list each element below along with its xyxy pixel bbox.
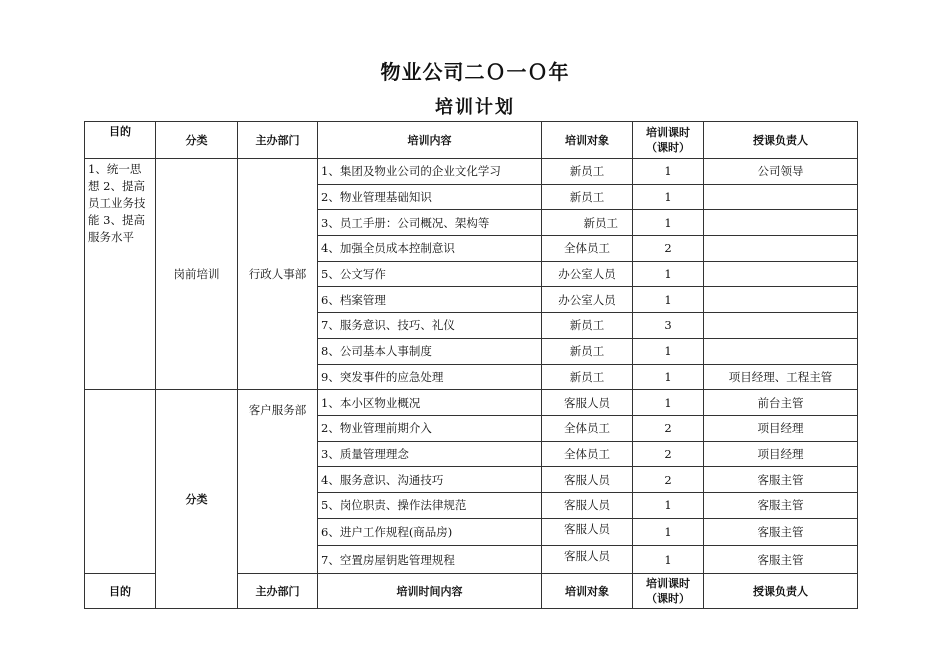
content-cell: 1、本小区物业概况 — [318, 390, 542, 416]
owner-cell — [704, 338, 858, 364]
hours-cell: 1 — [633, 261, 704, 287]
hours-cell: 1 — [633, 364, 704, 390]
footer-dept: 主办部门 — [238, 574, 318, 609]
target-cell: 全体员工 — [542, 441, 633, 467]
content-cell: 2、物业管理基础知识 — [318, 184, 542, 210]
owner-cell — [704, 261, 858, 287]
target-cell: 新员工 — [542, 338, 633, 364]
owner-cell: 客服主管 — [704, 467, 858, 493]
hours-cell: 1 — [633, 390, 704, 416]
hours-cell: 2 — [633, 415, 704, 441]
hours-cell: 2 — [633, 441, 704, 467]
content-cell: 3、员工手册：公司概况、架构等 — [318, 210, 542, 236]
owner-cell: 项目经理 — [704, 415, 858, 441]
content-cell: 1、集团及物业公司的企业文化学习 — [318, 159, 542, 185]
target-cell: 客服人员 — [542, 390, 633, 416]
target-cell: 新员工 — [542, 313, 633, 339]
header-hours: 培训课时 （课时） — [633, 122, 704, 159]
target-cell: 新员工 — [542, 364, 633, 390]
header-dept: 主办部门 — [238, 122, 318, 159]
content-cell: 2、物业管理前期介入 — [318, 415, 542, 441]
owner-cell: 项目经理 — [704, 441, 858, 467]
training-plan-table — [84, 121, 858, 609]
footer-owner: 授课负责人 — [704, 574, 858, 609]
owner-cell: 客服主管 — [704, 518, 858, 546]
target-cell: 办公室人员 — [542, 261, 633, 287]
header-row — [85, 122, 858, 159]
target-cell: 新员工 — [542, 210, 633, 236]
target-cell: 新员工 — [542, 159, 633, 185]
hours-cell: 1 — [633, 338, 704, 364]
dept-cell-admin: 行政人事部 — [238, 159, 318, 390]
owner-cell: 项目经理、工程主管 — [704, 364, 858, 390]
target-cell: 办公室人员 — [542, 287, 633, 313]
table-row — [85, 390, 858, 416]
header-category: 分类 — [156, 122, 238, 159]
owner-cell: 前台主管 — [704, 390, 858, 416]
owner-cell: 客服主管 — [704, 546, 858, 574]
target-cell: 全体员工 — [542, 236, 633, 262]
hours-cell: 1 — [633, 518, 704, 546]
category-cell-preservice: 岗前培训 — [156, 159, 238, 390]
owner-cell — [704, 287, 858, 313]
content-cell: 9、突发事件的应急处理 — [318, 364, 542, 390]
content-cell: 8、公司基本人事制度 — [318, 338, 542, 364]
target-cell: 客服人员 — [542, 467, 633, 493]
owner-cell: 客服主管 — [704, 492, 858, 518]
footer-content: 培训时间内容 — [318, 574, 542, 609]
hours-cell: 3 — [633, 313, 704, 339]
hours-cell: 1 — [633, 184, 704, 210]
owner-cell: 公司领导 — [704, 159, 858, 185]
header-owner: 授课负责人 — [704, 122, 858, 159]
hours-cell: 1 — [633, 287, 704, 313]
hours-cell: 2 — [633, 467, 704, 493]
target-cell: 客服人员 — [542, 546, 633, 574]
document-subtitle: 培训计划 — [435, 97, 515, 118]
hours-cell: 1 — [633, 546, 704, 574]
content-cell: 4、加强全员成本控制意识 — [318, 236, 542, 262]
target-cell: 客服人员 — [542, 492, 633, 518]
footer-hours: 培训课时 （课时） — [633, 574, 704, 609]
dept-cell-service: 客户服务部 — [238, 390, 318, 574]
target-cell: 新员工 — [542, 184, 633, 210]
owner-cell — [704, 313, 858, 339]
hours-cell: 1 — [633, 492, 704, 518]
header-goal: 目的 — [85, 122, 156, 159]
owner-cell — [704, 210, 858, 236]
content-cell: 4、服务意识、沟通技巧 — [318, 467, 542, 493]
content-cell: 3、质量管理理念 — [318, 441, 542, 467]
footer-target: 培训对象 — [542, 574, 633, 609]
content-cell: 7、空置房屋钥匙管理规程 — [318, 546, 542, 574]
goal-cell: 1、统一思想 2、提高员工业务技能 3、提高服务水平 — [85, 159, 156, 390]
goal-cell-empty — [85, 390, 156, 574]
document-title: 物业公司二Ｏ一Ｏ年 — [380, 60, 570, 84]
category-cell-2: 分类 — [156, 390, 238, 609]
target-cell: 全体员工 — [542, 415, 633, 441]
content-cell: 6、进户工作规程(商品房) — [318, 518, 542, 546]
hours-cell: 1 — [633, 210, 704, 236]
owner-cell — [704, 184, 858, 210]
header-target: 培训对象 — [542, 122, 633, 159]
hours-cell: 2 — [633, 236, 704, 262]
content-cell: 5、岗位职责、操作法律规范 — [318, 492, 542, 518]
header-content: 培训内容 — [318, 122, 542, 159]
content-cell: 5、公文写作 — [318, 261, 542, 287]
footer-goal: 目的 — [85, 574, 156, 609]
target-cell: 客服人员 — [542, 518, 633, 546]
table-row — [85, 159, 858, 185]
content-cell: 7、服务意识、技巧、礼仪 — [318, 313, 542, 339]
owner-cell — [704, 236, 858, 262]
hours-cell: 1 — [633, 159, 704, 185]
content-cell: 6、档案管理 — [318, 287, 542, 313]
